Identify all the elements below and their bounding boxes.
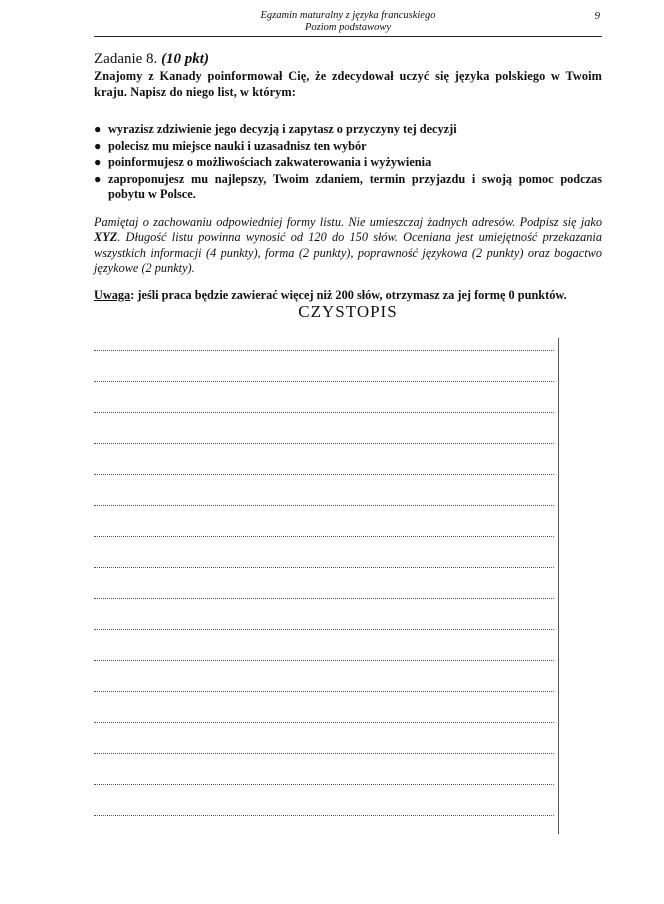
writing-line[interactable] xyxy=(94,567,554,568)
writing-line[interactable] xyxy=(94,350,554,351)
writing-line[interactable] xyxy=(94,629,554,630)
bullet-icon: ● xyxy=(94,122,102,136)
task-title: Zadanie 8. xyxy=(94,51,158,67)
exam-header xyxy=(94,10,602,34)
task-content xyxy=(94,50,602,303)
writing-line[interactable] xyxy=(94,660,554,661)
task-warning xyxy=(94,288,602,304)
writing-line[interactable] xyxy=(94,753,554,754)
exam-title: Egzamin maturalny z języka francuskiego xyxy=(260,10,436,21)
task-bullet: ● wyrazisz zdziwienie jego decyzją i zapytasz o przyczyny tej decyzji xyxy=(94,122,457,136)
task-bullet: ● zaproponujesz mu najlepszy, Twoim zdaniem, termin przyjazdu i swoją pomoc podczas pobytu w Polsce. xyxy=(94,171,602,201)
task-points: (10 pkt) xyxy=(161,51,209,67)
writing-line[interactable] xyxy=(94,784,554,785)
writing-line[interactable] xyxy=(94,536,554,537)
task-bullet-list xyxy=(94,122,602,203)
writing-line[interactable] xyxy=(94,815,554,816)
bullet-icon: ● xyxy=(94,155,102,169)
section-title: CZYSTOPIS xyxy=(298,302,398,321)
bullet-icon: ● xyxy=(94,171,102,186)
writing-line[interactable] xyxy=(94,443,554,444)
writing-line[interactable] xyxy=(94,412,554,413)
writing-line[interactable] xyxy=(94,598,554,599)
warning-text: : jeśli praca będzie zawierać więcej niż 200 słów, otrzymasz za jej formę 0 punktów. xyxy=(130,287,567,302)
writing-line[interactable] xyxy=(94,505,554,506)
writing-line[interactable] xyxy=(94,691,554,692)
exam-level: Poziom podstawowy xyxy=(304,22,392,33)
page-number: 9 xyxy=(594,10,600,22)
task-intro: Znajomy z Kanady poinformował Cię, że zdecydował uczyć się języka polskiego w Twoim kraju. Napisz do niego list, w którym: xyxy=(94,69,602,99)
writing-area[interactable] xyxy=(94,338,559,834)
writing-line[interactable] xyxy=(94,381,554,382)
bullet-icon: ● xyxy=(94,138,102,153)
warning-label: Uwaga xyxy=(94,287,131,302)
writing-line[interactable] xyxy=(94,722,554,723)
task-bullet: ● polecisz mu miejsce nauki i uzasadnisz ten wybór xyxy=(94,138,367,153)
task-bullet: ● poinformujesz o możliwościach zakwaterowania i wyżywienia xyxy=(94,155,432,169)
signature-xyz: XYZ xyxy=(94,230,118,244)
task-heading xyxy=(94,50,602,68)
task-note: Pamiętaj o zachowaniu odpowiedniej formy listu. Nie umieszczaj żadnych adresów. Podpisz się jako XYZ. Długość listu powinna wynosić od 120 do 150 słów. Oceniana jest umiejętność przekazania wszystkich informacji (4 punkty), forma (2 punkty), poprawność językowa (2 punkty) oraz bogactwo językowe (2 punkty). xyxy=(94,214,602,275)
page-header xyxy=(94,10,602,37)
writing-line[interactable] xyxy=(94,474,554,475)
